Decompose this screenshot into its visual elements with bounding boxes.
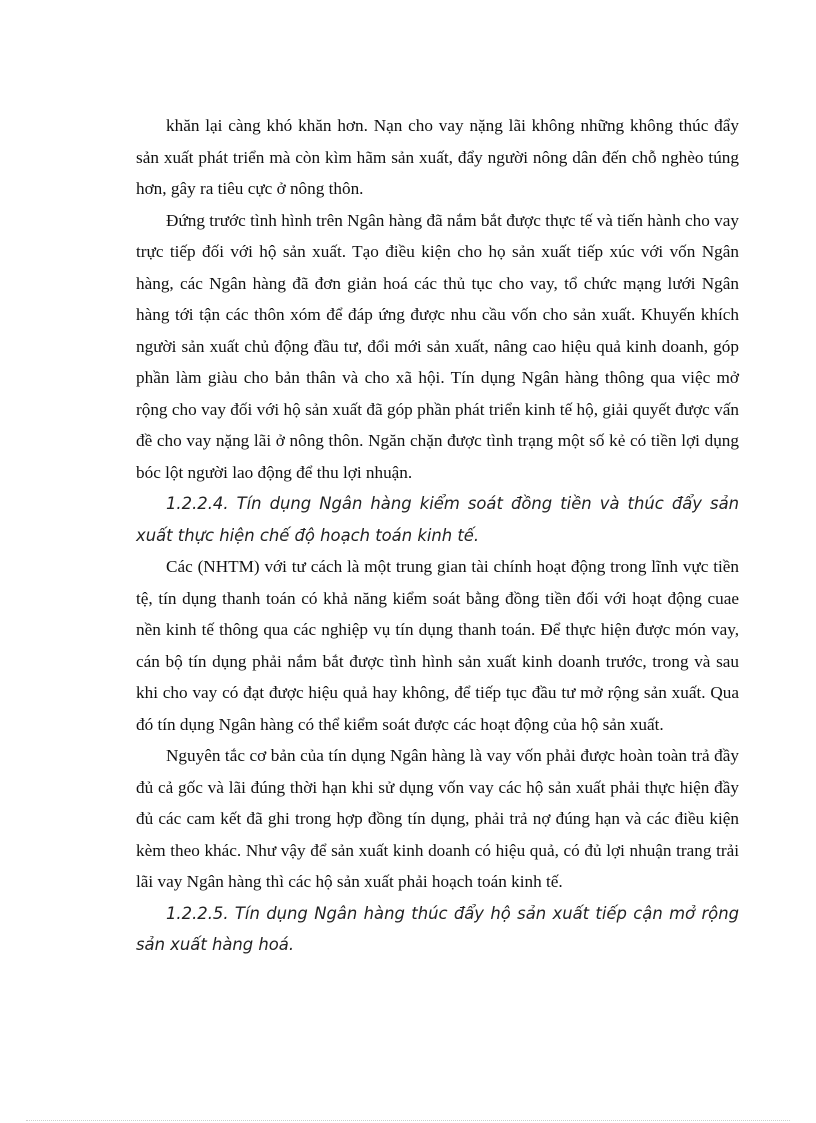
page-bottom-divider <box>26 1120 790 1121</box>
document-page <box>136 110 739 961</box>
section-heading-1-2-2-4: 1.2.2.4. Tín dụng Ngân hàng kiểm soát đồng tiền và thúc đẩy sản xuất thực hiện chế độ hoạch toán kinh tế. <box>136 494 739 545</box>
section-heading-1-2-2-5: 1.2.2.5. Tín dụng Ngân hàng thúc đẩy hộ sản xuất tiếp cận mở rộng sản xuất hàng hoá. <box>136 903 739 954</box>
paragraph-nhtm-control: Các (NHTM) với tư cách là một trung gian tài chính hoạt động trong lĩnh vực tiền tệ, tín dụng thanh toán có khả năng kiểm soát bằng đồng tiền đối với hoạt động cuae nền kinh tế thông qua các nghiệp vụ tín dụng thanh toán. Để thực hiện được món vay, cán bộ tín dụng phải nắm bắt được tình hình sản xuất kinh doanh trước, trong và sau khi cho vay có đạt được hiệu quả hay không, để tiếp tục đầu tư mở rộng sản xuất. Qua đó tín dụng Ngân hàng có thể kiểm soát được các hoạt động của hộ sản xuất. <box>136 557 739 734</box>
paragraph-direct-lending: Đứng trước tình hình trên Ngân hàng đã nắm bắt được thực tế và tiến hành cho vay trực tiếp đối với hộ sản xuất. Tạo điều kiện cho họ sản xuất tiếp xúc với vốn Ngân hàng, các Ngân hàng đã đơn giản hoá các thủ tục cho vay, tổ chức mạng lưới Ngân hàng tới tận các thôn xóm để đáp ứng được nhu cầu vốn cho sản xuất. Khuyến khích người sản xuất chủ động đầu tư, đổi mới sản xuất, nâng cao hiệu quả kinh doanh, góp phần làm giàu cho bản thân và cho xã hội. Tín dụng Ngân hàng thông qua việc mở rộng cho vay đối với hộ sản xuất đã góp phần phát triển kinh tế hộ, giải quyết được vấn đề cho vay nặng lãi ở nông thôn. Ngăn chặn được tình trạng một số kẻ có tiền lợi dụng bóc lột người lao động để thu lợi nhuận. <box>136 210 739 482</box>
paragraph-usury-consequences: khăn lại càng khó khăn hơn. Nạn cho vay nặng lãi không những không thúc đẩy sản xuất phát triển mà còn kìm hãm sản xuất, đẩy người nông dân đến chỗ nghèo túng hơn, gây ra tiêu cực ở nông thôn. <box>136 116 739 198</box>
paragraph-basic-principle: Nguyên tắc cơ bản của tín dụng Ngân hàng là vay vốn phải được hoàn toàn trả đầy đủ cả gốc và lãi đúng thời hạn khi sử dụng vốn vay các hộ sản xuất phải thực hiện đầy đủ các cam kết đã ghi trong hợp đồng tín dụng, phải trả nợ đúng hạn và các điều kiện kèm theo khác. Như vậy để sản xuất kinh doanh có hiệu quả, có đủ lợi nhuận trang trải lãi vay Ngân hàng thì các hộ sản xuất phải hoạch toán kinh tế. <box>136 746 739 891</box>
